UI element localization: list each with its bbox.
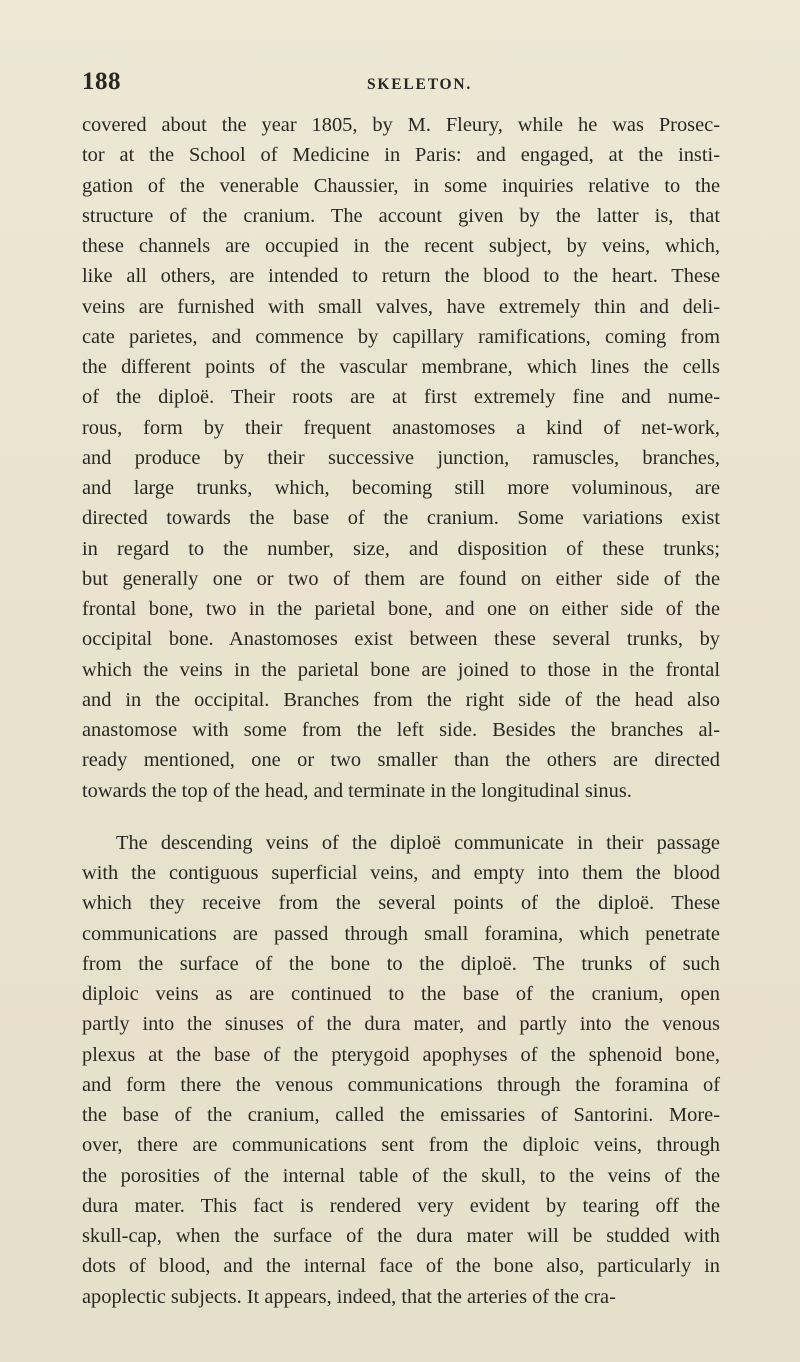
text-line: frontal bone, two in the parietal bone, and one on either side of the — [82, 598, 720, 620]
text-line: covered about the year 1805, by M. Fleury, while he was Prosec- — [82, 114, 720, 136]
text-line: apoplectic subjects. It appears, indeed, that the arteries of the cra- — [82, 1285, 616, 1308]
text-line: anastomose with some from the left side. Besides the branches al- — [82, 719, 720, 741]
text-line: communications are passed through small foramina, which penetrate — [82, 922, 720, 945]
text-line: and in the occipital. Branches from the right side of the head also — [82, 688, 720, 711]
text-line: cate parietes, and commence by capillary ramifications, coming from — [82, 325, 720, 348]
text-line: occipital bone. Anastomoses exist between these several trunks, by — [82, 628, 720, 651]
text-line: these channels are occupied in the recent subject, by veins, which, — [82, 235, 720, 257]
paragraph-gap — [82, 806, 720, 828]
text-line: the base of the cranium, called the emissaries of Santorini. More- — [82, 1104, 720, 1126]
text-line: like all others, are intended to return the blood to the heart. These — [82, 265, 720, 288]
text-line: partly into the sinuses of the dura mater, and partly into the venous — [82, 1013, 720, 1036]
text-line: veins are furnished with small valves, have extremely thin and deli- — [82, 295, 720, 318]
text-line: rous, form by their frequent anastomoses a kind of net-work, — [82, 416, 720, 439]
text-line: diploic veins as are continued to the base of the cranium, open — [82, 983, 720, 1005]
text-line: the different points of the vascular membrane, which lines the cells — [82, 356, 720, 378]
paragraph — [82, 828, 720, 1312]
text-line: with the contiguous superficial veins, and empty into them the blood — [82, 862, 720, 884]
text-line: of the diploë. Their roots are at first extremely fine and nume- — [82, 386, 720, 409]
text-line: the porosities of the internal table of the skull, to the veins of the — [82, 1164, 720, 1187]
running-head — [82, 68, 720, 102]
text-line: which they receive from the several points of the diploë. These — [82, 892, 720, 915]
text-line: directed towards the base of the cranium. Some variations exist — [82, 507, 720, 530]
body-text — [82, 110, 720, 1312]
text-line: in regard to the number, size, and disposition of these trunks; — [82, 537, 720, 560]
text-line: The descending veins of the diploë communicate in their passage — [116, 831, 720, 854]
text-line: which the veins in the parietal bone are joined to those in the frontal — [82, 658, 720, 681]
text-line: and large trunks, which, becoming still more voluminous, are — [82, 477, 720, 499]
text-line: plexus at the base of the pterygoid apophyses of the sphenoid bone, — [82, 1043, 720, 1066]
text-line: and produce by their successive junction, ramuscles, branches, — [82, 446, 720, 469]
text-line: gation of the venerable Chaussier, in some inquiries relative to the — [82, 174, 720, 197]
text-line: dura mater. This fact is rendered very evident by tearing off the — [82, 1194, 720, 1217]
running-title: SKELETON. — [367, 76, 473, 93]
page-number: 188 — [82, 68, 121, 95]
text-line: tor at the School of Medicine in Paris: and engaged, at the insti- — [82, 144, 720, 167]
text-line: structure of the cranium. The account given by the latter is, that — [82, 204, 720, 227]
text-line: but generally one or two of them are found on either side of the — [82, 567, 720, 590]
paragraph — [82, 110, 720, 806]
text-line: ready mentioned, one or two smaller than the others are directed — [82, 749, 720, 772]
text-line: from the surface of the bone to the diploë. The trunks of such — [82, 952, 720, 975]
text-line: over, there are communications sent from the diploic veins, through — [82, 1134, 720, 1157]
text-line: dots of blood, and the internal face of the bone also, particularly in — [82, 1255, 720, 1278]
text-line: and form there the venous communications through the foramina of — [82, 1073, 720, 1096]
text-line: towards the top of the head, and terminate in the longitudinal sinus. — [82, 779, 632, 802]
text-line: skull-cap, when the surface of the dura mater will be studded with — [82, 1225, 720, 1247]
